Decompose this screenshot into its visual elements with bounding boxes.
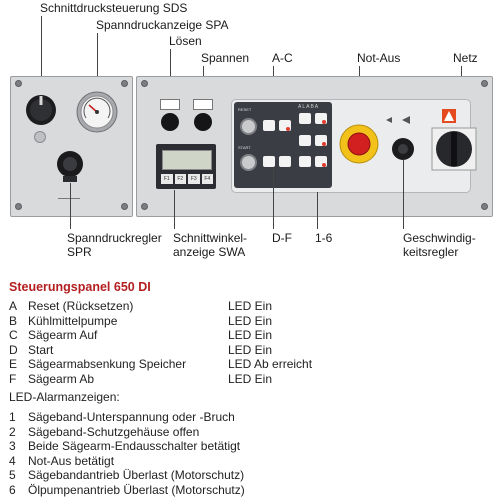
legend-row bbox=[9, 299, 273, 313]
label-netz: Netz bbox=[453, 51, 478, 65]
led-indicator bbox=[322, 142, 326, 146]
legend-text: Sägearm Auf bbox=[28, 328, 98, 342]
leader-df bbox=[273, 169, 274, 229]
screw bbox=[15, 203, 22, 210]
alarm-row bbox=[9, 410, 235, 424]
legend-key: D bbox=[9, 342, 18, 357]
label-spr: Spanndruckregler SPR bbox=[67, 231, 162, 259]
legend-key: B bbox=[9, 313, 18, 328]
key-i[interactable] bbox=[299, 156, 311, 167]
alarm-key: 4 bbox=[9, 453, 16, 468]
label-df: D-F bbox=[272, 231, 292, 245]
swa-screen bbox=[162, 150, 212, 170]
alarm-row bbox=[9, 454, 114, 468]
label-spa: Spanndruckanzeige SPA bbox=[96, 18, 229, 32]
speed-symbol-icon bbox=[384, 114, 414, 124]
swa-key[interactable]: F2 bbox=[175, 174, 187, 184]
legend-key: E bbox=[9, 357, 18, 371]
alarm-key: 5 bbox=[9, 468, 16, 482]
emergency-stop-button[interactable] bbox=[339, 122, 379, 166]
label-ac: A-C bbox=[272, 51, 293, 65]
leader-geschw bbox=[403, 160, 404, 229]
swa-key[interactable]: F4 bbox=[202, 174, 214, 184]
label-16: 1-6 bbox=[315, 231, 333, 245]
brand-text: ALABA bbox=[298, 104, 320, 110]
legend-led: LED Ein bbox=[228, 299, 273, 313]
regulator-symbol bbox=[58, 188, 80, 199]
main-switch[interactable] bbox=[430, 126, 478, 172]
screw bbox=[481, 203, 488, 210]
alarm-key: 2 bbox=[9, 424, 16, 439]
legend-row bbox=[9, 342, 273, 357]
led-indicator bbox=[322, 120, 326, 124]
legend-key: F bbox=[9, 371, 17, 386]
screw bbox=[141, 80, 148, 87]
legend-led: LED Ab erreicht bbox=[228, 357, 313, 371]
legend-title: Steuerungspanel 650 DI bbox=[9, 280, 151, 294]
legend-text: Kühlmittelpumpe bbox=[28, 313, 118, 328]
speed-regulator-knob[interactable] bbox=[391, 137, 415, 161]
key-e[interactable] bbox=[299, 113, 311, 124]
pressure-gauge bbox=[76, 91, 118, 133]
cut-pressure-knob[interactable] bbox=[24, 93, 58, 127]
reset-label: RESET bbox=[238, 107, 252, 112]
alarm-key: 1 bbox=[9, 410, 16, 424]
swa-keys bbox=[161, 174, 213, 184]
leader-16 bbox=[317, 192, 318, 229]
spannen-switch[interactable] bbox=[193, 99, 213, 131]
label-spannen: Spannen bbox=[201, 51, 250, 65]
legend-key: C bbox=[9, 328, 18, 342]
label-geschw: Geschwindig- keitsregler bbox=[403, 231, 476, 259]
legend-led: LED Ein bbox=[228, 342, 273, 357]
loesen-button[interactable] bbox=[161, 113, 179, 131]
clamp-pressure-regulator[interactable] bbox=[54, 148, 86, 184]
start-label: START bbox=[238, 145, 251, 150]
alarm-text: Not-Aus betätigt bbox=[28, 453, 115, 468]
alarm-row bbox=[9, 468, 244, 482]
alarm-row bbox=[9, 425, 199, 439]
screw bbox=[15, 80, 22, 87]
alarm-text: Ölpumpenantrieb Überlast (Motorschutz) bbox=[28, 482, 245, 497]
legend-text: Reset (Rücksetzen) bbox=[28, 299, 134, 313]
swa-display bbox=[156, 144, 216, 189]
screw bbox=[481, 80, 488, 87]
key-c[interactable] bbox=[263, 156, 275, 167]
start-button[interactable] bbox=[240, 154, 257, 171]
led-indicator bbox=[322, 163, 326, 167]
screw bbox=[141, 203, 148, 210]
screw bbox=[121, 80, 128, 87]
reset-button[interactable] bbox=[240, 118, 257, 135]
legend-key: A bbox=[9, 299, 18, 313]
leader-swa bbox=[174, 190, 175, 229]
alarm-row bbox=[9, 483, 245, 497]
legend-text: Sägearm Ab bbox=[28, 371, 95, 386]
legend-row bbox=[9, 328, 273, 342]
label-notaus: Not-Aus bbox=[357, 51, 401, 65]
alarm-text: Beide Sägearm-Endausschalter betätigt bbox=[28, 439, 241, 453]
label-sds: Schnittdrucksteuerung SDS bbox=[40, 1, 188, 15]
label-swa: Schnittwinkel- anzeige SWA bbox=[173, 231, 248, 259]
led-indicator bbox=[286, 127, 290, 131]
legend-text: Start bbox=[28, 342, 54, 357]
key-a[interactable] bbox=[263, 120, 275, 131]
alarm-key: 3 bbox=[9, 439, 16, 453]
legend-row bbox=[9, 357, 313, 371]
legend-led: LED Ein bbox=[228, 313, 273, 328]
spannen-symbol bbox=[193, 99, 213, 110]
loesen-switch[interactable] bbox=[160, 99, 180, 131]
legend-led: LED Ein bbox=[228, 328, 273, 342]
leader-spr bbox=[70, 183, 71, 229]
warning-icon bbox=[442, 109, 456, 123]
label-loesen: Lösen bbox=[169, 34, 202, 48]
alarm-text: Sägeband-Schutzgehäuse offen bbox=[28, 424, 200, 439]
legend-led: LED Ein bbox=[228, 371, 273, 386]
key-d[interactable] bbox=[279, 156, 291, 167]
key-g[interactable] bbox=[299, 135, 311, 146]
sds-small-indicator bbox=[34, 131, 46, 143]
legend-text: Sägearmabsenkung Speicher bbox=[28, 357, 187, 371]
screw bbox=[121, 203, 128, 210]
alarm-key: 6 bbox=[9, 482, 16, 497]
legend-row bbox=[9, 371, 273, 386]
spannen-button[interactable] bbox=[194, 113, 212, 131]
loesen-symbol bbox=[160, 99, 180, 110]
alarm-text: Sägebandantrieb Überlast (Motorschutz) bbox=[28, 468, 245, 482]
alarm-row bbox=[9, 439, 240, 453]
alarm-text: Sägeband-Unterspannung oder -Bruch bbox=[28, 410, 235, 424]
alarm-title: LED-Alarmanzeigen: bbox=[9, 390, 120, 404]
legend-row bbox=[9, 313, 273, 328]
swa-key[interactable]: F1 bbox=[161, 174, 173, 184]
swa-key[interactable]: F3 bbox=[188, 174, 200, 184]
